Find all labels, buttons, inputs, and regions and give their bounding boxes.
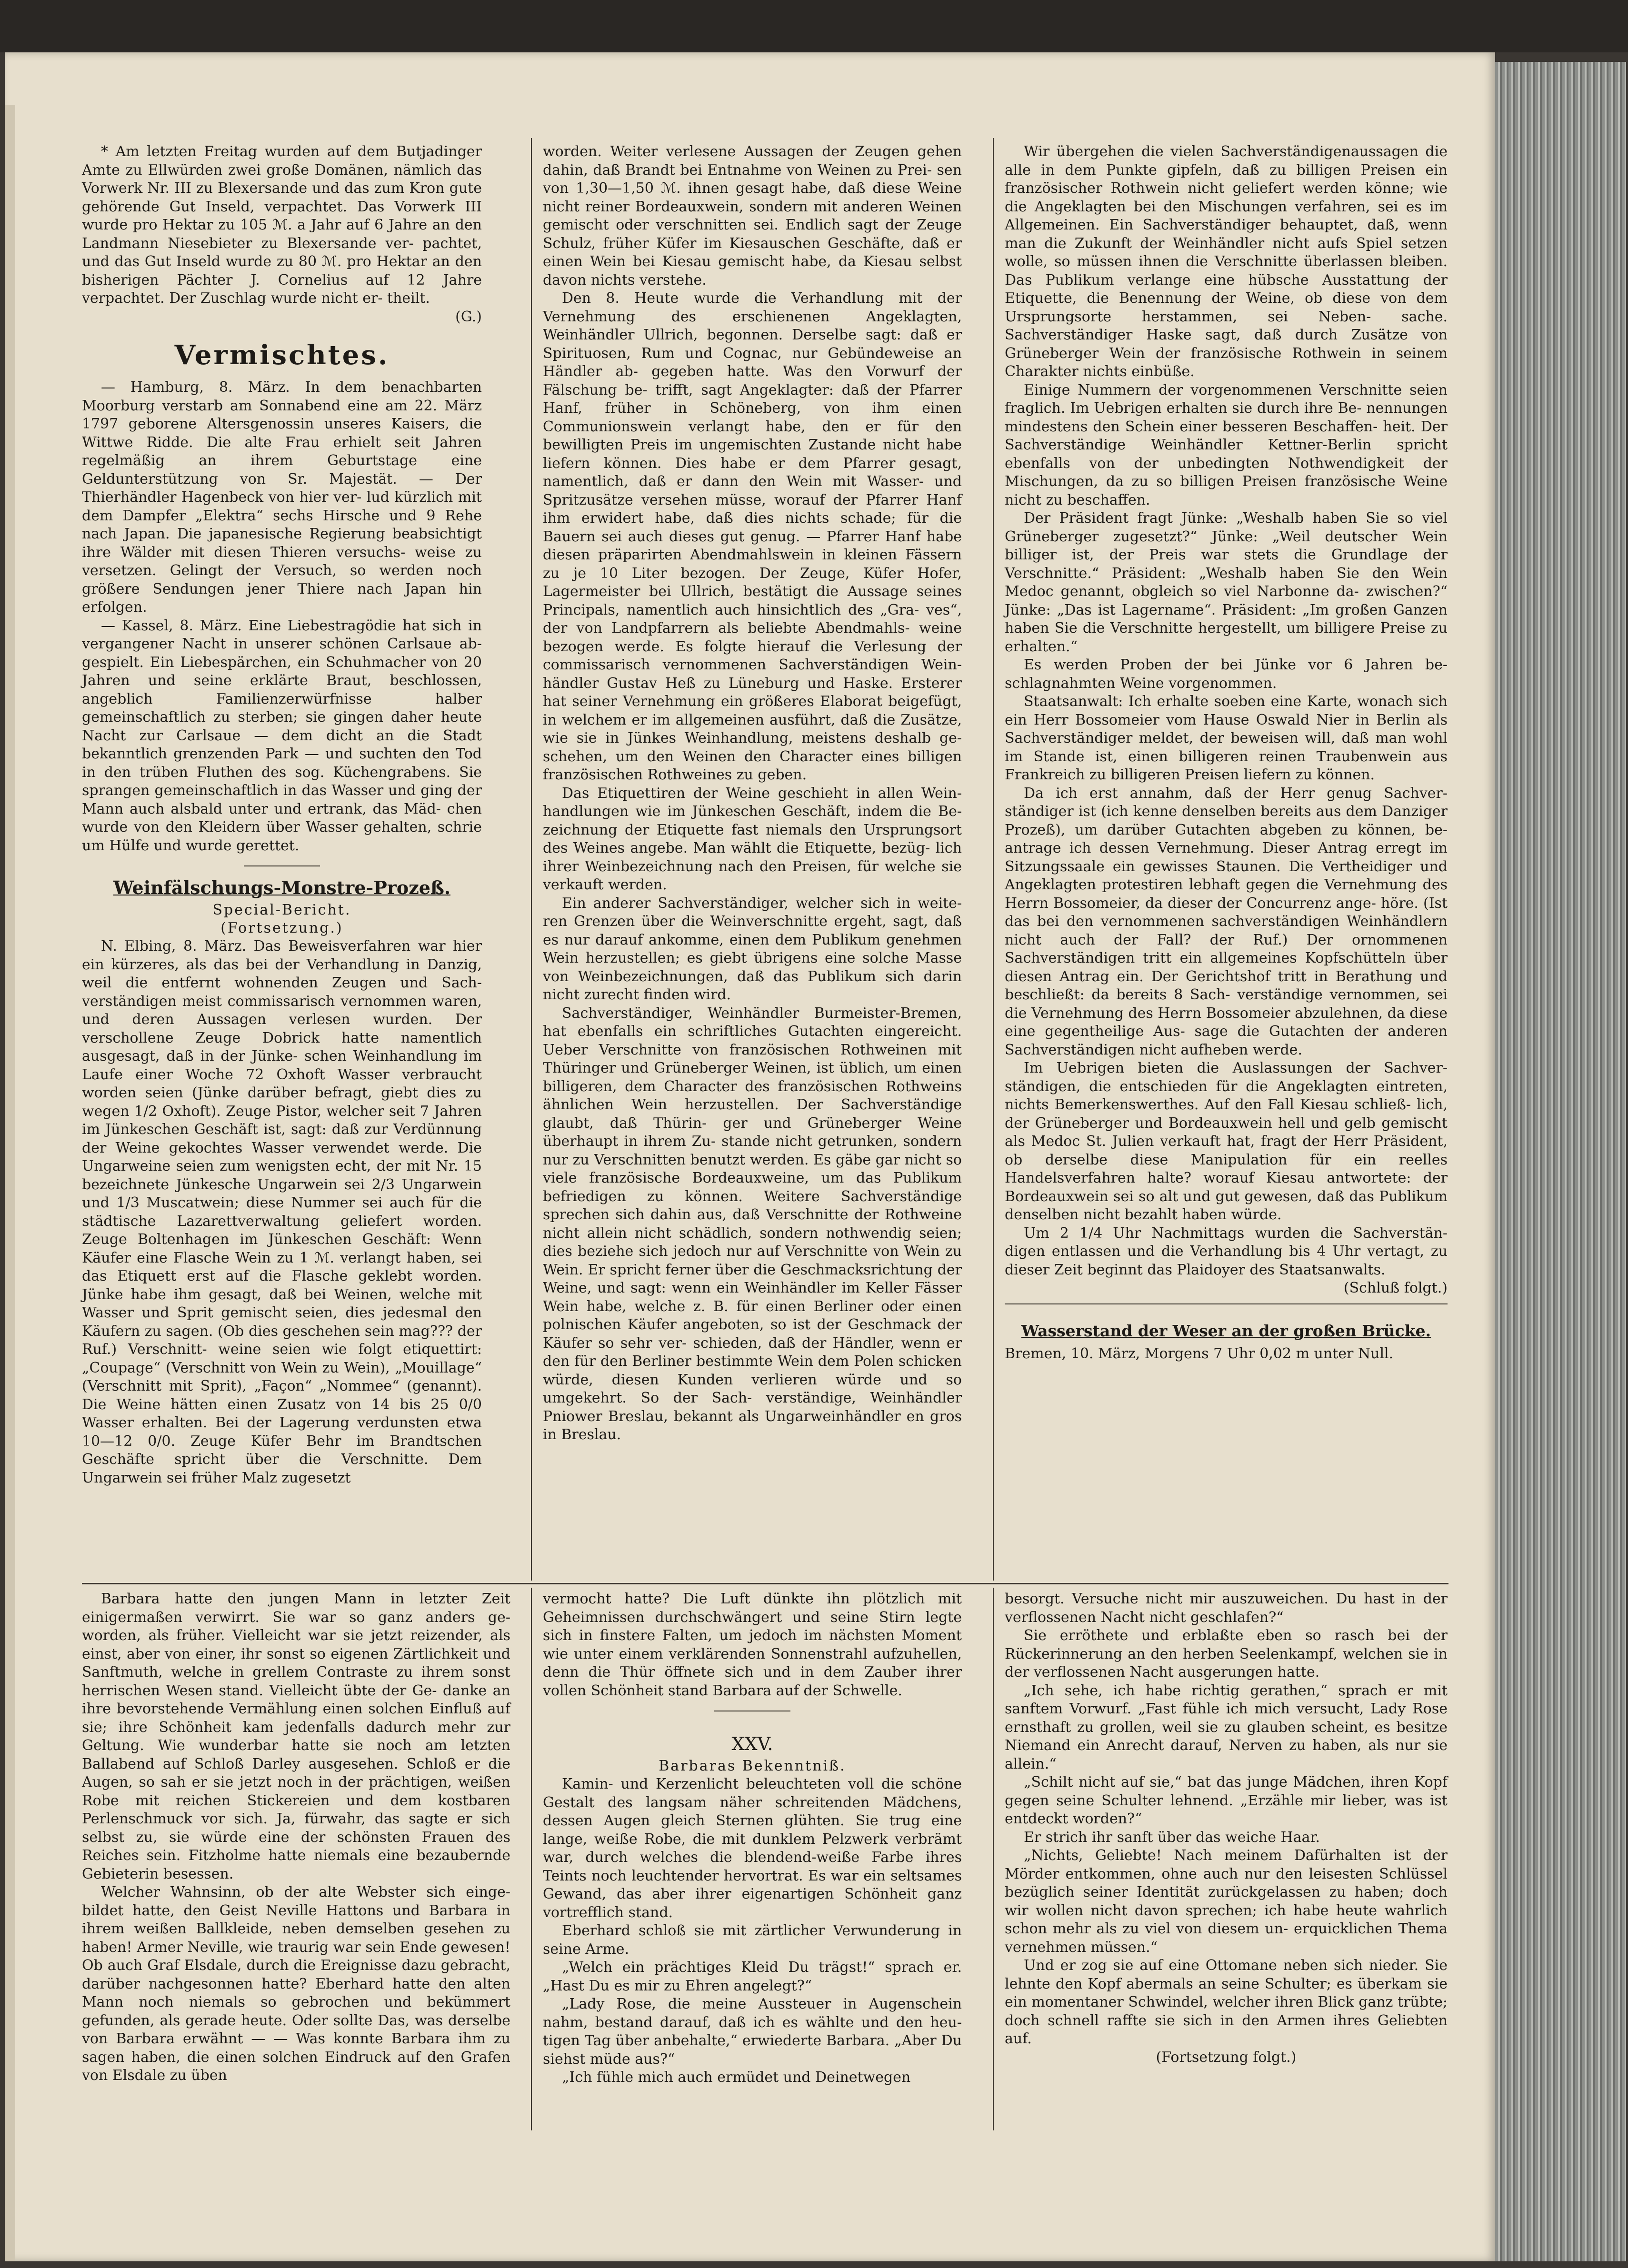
report-subtitle: Special-Bericht. (212, 902, 351, 918)
feuilleton-separator (82, 1583, 1448, 1584)
paragraph: besorgt. Versuche nicht mir auszuweichen. Du hast in der verflossenen Nacht nicht geschlafen?“ (1005, 1591, 1448, 1626)
paragraph: „Ich sehe, ich habe richtig gerathen,“ sprach er mit sanftem Vorwurf. „Fast fühle ich mich versucht, Lady Rose ernsthaft zu grollen, weil sie zu glauben scheint, es besitze Niemand ein Anrecht darauf, Nerven zu haben, als nur sie allein.“ (1005, 1682, 1448, 1772)
column-rule (531, 138, 532, 1581)
paragraph: „Nichts, Geliebte! Nach meinem Dafürhalten ist der Mörder entkommen, ohne auch nur den leisesten Schlüssel bezüglich seiner Identität zurückgelassen zu haben; doch wir wollen nicht davon sprechen; ich habe heute wahrlich schon mehr als zu viel von diesem un- erquicklichen Thema vernehmen müssen.“ (1005, 1847, 1448, 1956)
book-edge-pages (1495, 62, 1626, 2261)
paragraph: Sie erröthete und erblaßte eben so rasch bei der Rückerinnerung an den herben Seelenkampf, welchen sie in der verflossenen Nacht ausgerungen hatte. (1005, 1627, 1448, 1681)
previous-page-edge (5, 105, 15, 2261)
paragraph: Um 2 1/4 Uhr Nachmittags wurden die Sachverstän- digen entlassen und die Verhandlung bis 4 Uhr vertagt, zu dieser Zeit beginnt das Plaidoyer des Staatsanwalts. (1005, 1224, 1448, 1278)
paragraph: Eberhard schloß sie mit zärtlicher Verwunderung in seine Arme. (543, 1922, 962, 1958)
feuilleton-column-2 (543, 1590, 962, 2087)
continuation-note: (Schluß folgt.) (1343, 1280, 1448, 1296)
column-rule (993, 1588, 994, 2130)
column-2 (543, 143, 962, 1444)
paragraph: Und er zog sie auf eine Ottomane neben sich nieder. Sie lehnte den Kopf abermals an seine Schulter; es überkam sie ein momentaner Schwindel, welcher ihren Blick ganz trübte; doch schnell raffte sie sich in den Armen ihres Geliebten auf. (1005, 1957, 1448, 2047)
paragraph: worden. Weiter verlesene Aussagen der Zeugen gehen dahin, daß Brandt bei Entnahme von Weinen zu Prei- sen von 1,30—1,50 ℳ. ihnen gesagt habe, daß diese Weine nicht reiner Bordeauxwein, sondern mit anderen Weinen gemischt oder verschnitten sei. Endlich sagt der Zeuge Schulz, früher Küfer im Kiesauschen Geschäfte, daß er einen Wein bei Kiesau gemischt habe, da Kiesau selbst davon nichts verstehe. (543, 143, 962, 288)
paragraph: Einige Nummern der vorgenommenen Verschnitte seien fraglich. Im Uebrigen erhalten sie durch ihre Be- nennungen mindestens den Schein einer besseren Beschaffen- heit. Der Sachverständige Weinhändler Kettner-Berlin spricht ebenfalls von der unbedingten Nothwendigkeit der Mischungen, da zu so billigen Preisen französische Weine nicht zu beschaffen. (1005, 381, 1448, 508)
column-1 (82, 143, 482, 1487)
column-rule (993, 138, 994, 1581)
feuilleton-column-3 (1005, 1590, 1448, 2067)
article-hamburg: — Hamburg, 8. März. In dem benachbarten Moorburg verstarb am Sonnabend eine am 22. März 1797 geborene Altersgenossin unseres Kaisers, die Wittwe Ridde. Die alte Frau erhielt seit Jahren regelmäßig an ihrem Geburtstage eine Geldunterstützung von Sr. Majestät. — Der Thierhändler Hagenbeck von hier ver- lud kürzlich mit dem Dampfer „Elektra“ sechs Hirsche und 9 Rehe nach Japan. Die japanesische Regierung beabsichtigt ihre Wälder mit diesen Thieren versuchs- weise zu versetzen. Gelingt der Versuch, so werden noch größere Sendungen jener Thiere nach Japan hin erfolgen. (82, 379, 482, 616)
section-heading-vermischtes: Vermischtes. (174, 339, 390, 371)
scan-top-margin (0, 0, 1628, 52)
paragraph: Es werden Proben der bei Jünke vor 6 Jahren be- schlagnahmten Weine vorgenommen. (1005, 657, 1448, 692)
report-continuation: (Fortsetzung.) (220, 920, 343, 936)
paragraph: vermocht hatte? Die Luft dünkte ihn plötzlich mit Geheimnissen durchschwängert und seine Stirn legte sich in finstere Falten, um jedoch im nächsten Moment wie unter einem verklärenden Sonnenstrahl aufzuhellen, denn die Thür öffnete sich und in dem Zauber ihrer vollen Schönheit stand Barbara auf der Schwelle. (543, 1591, 962, 1699)
column-3 (1005, 143, 1448, 1363)
divider (244, 865, 320, 866)
section-heading-weinfaelschung: Weinfälschungs-Monstre-Prozeß. (113, 877, 451, 898)
column-rule (531, 1588, 532, 2130)
paragraph: „Welch ein prächtiges Kleid Du trägst!“ sprach er. „Hast Du es mir zu Ehren angelegt?“ (543, 1959, 962, 1994)
water-level-heading: Wasserstand der Weser an der großen Brücke. (1021, 1321, 1431, 1340)
notice-domains: * Am letzten Freitag wurden auf dem Butjadinger Amte zu Ellwürden zwei große Domänen, nämlich das Vorwerk Nr. III zu Blexersande und das zum Kron gute gehörende Gut Inseld, verpachtet. Das Vorwerk III wurde pro Hektar zu 105 ℳ. a Jahr auf 6 Jahre an den Landmann Niesebieter zu Blexersande ver- pachtet, und das Gut Inseld wurde zu 80 ℳ. pro Hektar an den bisherigen Pächter J. Cornelius auf 12 Jahre verpachtet. Der Zuschlag wurde nicht er- theilt. (82, 143, 482, 307)
article-elbing: N. Elbing, 8. März. Das Beweisverfahren war hier ein kürzeres, als das bei der Verhandlung in Danzig, weil die entfernt wohnenden Zeugen und Sach- verständigen meist commissarisch vernommen waren, und deren Aussagen verlesen wurden. Der verschollene Zeuge Dobrick hatte namentlich ausgesagt, daß in der Jünke- schen Weinhandlung im Laufe einer Woche 72 Oxhoft Wasser verbraucht worden seien (Jünke darüber befragt, giebt dies zu wegen 1/2 Oxhoft). Zeuge Pistor, welcher seit 7 Jahren im Jünkeschen Geschäft ist, sagt: daß zur Verdünnung der Weine gekochtes Wasser verwendet werde. Die Ungarweine seien zum wenigsten echt, der mit Nr. 15 bezeichnete Jünkesche Ungarwein sei 2/3 Ungarwein und 1/3 Muscatwein; diese Nummer sei auch für die städtische Lazarettverwaltung geliefert worden. Zeuge Boltenhagen im Jünkeschen Geschäft: Wenn Käufer eine Flasche Wein zu 1 ℳ. verlangt haben, sei das Etiquett erst auf die Flasche geklebt worden. Jünke habe ihm gesagt, daß bei Weinen, welche mit Wasser und Sprit gemischt seien, dies jedesmal den Käufern zu sagen. (Ob dies geschehen sein mag??? der Ruf.) Verschnitt- weine seien wie folgt etiquettirt: „Coupage“ (Verschnitt von Wein zu Wein), „Mouillage“ (Verschnitt mit Sprit), „Façon“ „Nommee“ (genannt). Die Weine hätten einen Zusatz von 14 bis 25 0/0 Wasser erhalten. Bei der Lagerung verdunsten etwa 10—12 0/0. Zeuge Küfer Behr im Brandtschen Geschäfte spricht über die Verschnitte. Dem Ungarwein sei früher Malz zugesetzt (82, 938, 482, 1486)
article-kassel: — Kassel, 8. März. Eine Liebestragödie hat sich in vergangener Nacht in unserer schönen Carlsaue ab- gespielt. Ein Liebespärchen, ein Schuhmacher von 20 Jahren und seine erklärte Braut, beschlossen, angeblich Familienzerwürfnisse halber gemeinschaftlich zu sterben; sie gingen daher heute Nacht zur Carlsaue — dem dicht an die Stadt bekanntlich grenzenden Park — und suchten den Tod in den trüben Fluthen des sog. Küchengrabens. Sie sprangen gemeinschaftlich in das Wasser und ging der Mann auch alsbald unter und ertrank, das Mäd- chen wurde von den Kleidern über Wasser gehalten, schrie um Hülfe und wurde gerettet. (82, 617, 482, 854)
paragraph: Welcher Wahnsinn, ob der alte Webster sich einge- bildet hatte, den Geist Neville Hattons und Barbara in ihrem weißen Ballkleide, neben demselben gesehen zu haben! Armer Neville, wie traurig war sein Ende gewesen! Ob auch Graf Elsdale, durch die Ereignisse dazu gebracht, darüber nachgesonnen hatte? Eberhard hatte den alten Mann noch niemals so gebrochen und bekümmert gefunden, als gerade heute. Oder sollte Das, was derselbe von Barbara erwähnt — — Was konnte Barbara ihm zu sagen haben, die einen solchen Eindruck auf den Grafen von Elsdale zu üben (82, 1884, 510, 2084)
paragraph: Staatsanwalt: Ich erhalte soeben eine Karte, wonach sich ein Herr Bossomeier vom Hause Oswald Nier in Berlin als Sachverständiger meldet, der beweisen will, daß man wohl im Stande ist, einen billigeren reinen Traubenwein aus Frankreich zu billigeren Preisen liefern zu können. (1005, 693, 1448, 783)
paragraph: Wir übergehen die vielen Sachverständigenaussagen die alle in dem Punkte gipfeln, daß zu billigen Preisen ein französischer Rothwein nicht geliefert werden könne; wie die Angeklagten bei den Mischungen verfahren, sei es im Allgemeinen. Ein Sachverständiger behauptet, daß, wenn man die Zukunft der Weinhändler nicht aufs Spiel setzen wolle, so müssen ihnen die Verschnitte überlassen bleiben. Das Publikum verlange eine hübsche Ausstattung der Etiquette, die Benennung der Weine, ob diese von dem Ursprungsorte herstammen, sei Neben- sache. Sachverständiger Haske sagt, daß durch Zusätze von Grüneberger Wein der französische Rothwein in seinem Charakter nichts einbüße. (1005, 143, 1448, 380)
paragraph: Der Präsident fragt Jünke: „Weshalb haben Sie so viel Grüneberger zugesetzt?“ Jünke: „Weil deutscher Wein billiger ist, der Preis war stets die Grundlage der Verschnitte.“ Präsident: „Weshalb haben Sie den Wein Medoc genannt, obgleich so viel Narbonne da- zwischen?“ Jünke: „Das ist Lagername“. Präsident: „Im großen Ganzen haben Sie die Verschnitte hergestellt, um billigere Preise zu erhalten.“ (1005, 510, 1448, 655)
divider (1005, 1303, 1448, 1304)
paragraph: „Ich fühle mich auch ermüdet und Deinetwegen (562, 2069, 911, 2086)
feuilleton-column-1 (82, 1590, 510, 2085)
water-level-text: Bremen, 10. März, Morgens 7 Uhr 0,02 m unter Null. (1005, 1345, 1394, 1362)
paragraph: Barbara hatte den jungen Mann in letzter Zeit einigermaßen verwirrt. Sie war so ganz anders ge- worden, als früher. Vielleicht war sie jetzt reizender, als einst, aber von einer, ihr sonst so eigenen Zärtlichkeit und Sanftmuth, welche in grellem Contraste zu ihrem sonst herrischen Wesen stand. Vielleicht übte der Ge- danke an ihre bevorstehende Vermählung einen solchen Einfluß auf sie; ihre Schönheit kam jedenfalls dadurch mehr zur Geltung. Wie wunderbar hatte sie noch am letzten Ballabend auf Schloß Darley ausgesehen. Schloß er die Augen, so sah er sie jetzt noch in der prächtigen, weißen Robe mit reichen Stickereien und dem kostbaren Perlenschmuck vor sich. Ja, fürwahr, das sagte er sich selbst zu, sie würde eine der schönsten Frauen des Reiches sein. Fitzholme hatte niemals eine bezaubernde Gebieterin besessen. (82, 1591, 510, 1882)
continuation-note: (Fortsetzung folgt.) (1156, 2049, 1297, 2066)
paragraph: Den 8. Heute wurde die Verhandlung mit der Vernehmung des erschienenen Angeklagten, Weinhändler Ullrich, begonnen. Derselbe sagt: daß er Spirituosen, Rum und Cognac, nur Gebündeweise an Händler ab- gegeben hatte. Was den Vorwurf der Fälschung be- trifft, sagt Angeklagter: daß der Pfarrer Hanf, früher in Schöneberg, von ihm einen Communionswein verlangt habe, den er für den bewilligten Preis im ungemischten Zustande nicht habe liefern können. Dies habe er dem Pfarrer gesagt, namentlich, daß er dann den Wein mit Wasser- und Spritzusätze versehen müsse, worauf der Pfarrer Hanf ihm erwidert habe, daß dies nichts schade; für die Bauern sei auch dieses gut genug. — Pfarrer Hanf habe diesen präparirten Abendmahlswein in kleinen Fässern zu je 10 Liter bezogen. Der Zeuge, Küfer Hofer, Lagermeister bei Ullrich, bestätigt die Aussage seines Principals, namentlich auch hinsichtlich des „Gra- ves“, der von Landpfarrern als beliebte Abendmahls- weine bezogen werde. Es folgte hierauf die Verlesung der commissarisch vernommenen Sachverständigen Wein- händler Gustav Heß zu Lüneburg und Haske. Ersterer hat seiner Vernehmung ein größeres Elaborat beigefügt, in welchem er im allgemeinen ausführt, daß die Zusätze, wie sie in Jünkes Weinhandlung, meistens deshalb ge- schehen, um den Weinen den Character eines billigen französischen Rothweines zu geben. (543, 290, 962, 783)
notice-signature: (G.) (455, 308, 482, 325)
paragraph: Er strich ihr sanft über das weiche Haar. (1024, 1829, 1320, 1846)
paragraph: Ein anderer Sachverständiger, welcher sich in weite- ren Grenzen über die Weinverschnitte ergeht, sagt, daß es nur darauf ankomme, einen dem Publikum genehmen Wein herzustellen; es giebt übrigens eine solche Masse von Weinbezeichnungen, daß das Publikum sich darin nicht zurecht finden wird. (543, 895, 962, 1003)
paragraph: Kamin- und Kerzenlicht beleuchteten voll die schöne Gestalt des langsam näher schreitenden Mädchens, dessen Augen gleich Sternen glühten. Sie trug eine lange, weiße Robe, die mit dunklem Pelzwerk verbrämt war, durch welches die blendend-weiße Farbe ihres Teints noch leuchtender hervortrat. Es war ein seltsames Gewand, das aber ihrer eigenartigen Schönheit ganz vortrefflich stand. (543, 1776, 962, 1921)
paragraph: Das Etiquettiren der Weine geschieht in allen Wein- handlungen wie im Jünkeschen Geschäft, indem die Be- zeichnung der Etiquette fast niemals den Ursprungsort des Weines angebe. Man wählt die Etiquette, bezüg- lich ihrer Weinbezeichnung nach den Preisen, für welche sie verkauft werden. (543, 785, 962, 893)
paragraph: Sachverständiger, Weinhändler Burmeister-Bremen, hat ebenfalls ein schriftliches Gutachten eingereicht. Ueber Verschnitte von französischen Rothweinen mit Thüringer und Grüneberger Weinen, ist üblich, um einen billigeren, dem Character des französischen Rothweins ähnlichen Wein herzustellen. Der Sachverständige glaubt, daß Thürin- ger und Grüneberger Weine überhaupt in ihrem Zu- stande nicht getrunken, sondern nur zu Verschnitten benutzt werden. Es gäbe gar nicht so viele französische Bordeauxweine, um das Publikum befriedigen zu können. Weitere Sachverständige sprechen sich dahin aus, daß Verschnitte der Rothweine nicht allein nicht schädlich, sondern nothwendig seien; dies beziehe sich jedoch nur auf Verschnitte von Wein zu Wein. Er spricht ferner über die Geschmacksrichtung der Weine, und sagt: wenn ein Weinhändler im Keller Fässer Wein habe, welche z. B. für einen Berliner oder einen polnischen Käufer angeboten, so ist der Geschmack der Käufer so sehr ver- schieden, daß der Händler, wenn er den für den Berliner bestimmte Wein dem Polen schicken würde, diesen Kunden verlieren würde und so umgekehrt. So der Sach- verständige, Weinhändler Pniower Breslau, bekannt als Ungarweinhändler en gros in Breslau. (543, 1005, 962, 1443)
paragraph: Im Uebrigen bieten die Auslassungen der Sachver- ständigen, die entschieden für die Angeklagten eintreten, nichts Bemerkenswerthes. Auf den Fall Kiesau schließ- lich, der Grüneberger und Bordeauxwein hell und gelb gemischt als Medoc St. Julien verkauft hat, fragt der Herr Präsident, ob derselbe diese Manipulation für ein reelles Handelsverfahren halte? worauf Kiesau antwortete: der Bordeauxwein sei so alt und gut gewesen, daß das Publikum denselben nicht bezahlt haben würde. (1005, 1060, 1448, 1223)
chapter-title: Barbaras Bekenntniß. (659, 1758, 846, 1774)
paragraph: „Schilt nicht auf sie,“ bat das junge Mädchen, ihren Kopf gegen seine Schulter lehnend. „Erzähle mir lieber, was ist entdeckt worden?“ (1005, 1774, 1448, 1827)
chapter-number: XXV. (731, 1733, 773, 1754)
paragraph: Da ich erst annahm, daß der Herr genug Sachver- ständiger ist (ich kenne denselben bereits aus dem Danziger Prozeß), um darüber Gutachten abgeben zu können, be- antrage ich dessen Vernehmung. Dieser Antrag erregt im Sitzungssaale ein gewisses Staunen. Die Vertheidiger und Angeklagten protestiren lebhaft gegen die Vernehmung des Herrn Bossomeier, da dieser der Concurrenz ange- höre. (Ist das bei den vernommenen sachverständigen Weinhändlern nicht auch der Fall? der Ruf.) Der ornommenen Sachverständigen tritt ein allgemeines Kopfschütteln über diesen Antrag ein. Der Gerichtshof tritt in Berathung und beschließt: da bereits 8 Sach- verständige vernommen, sei die Vernehmung des Herrn Bossomeier abzulehnen, da diese eine gegentheilige Aus- sage die Gutachten der anderen Sachverständigen nicht aufheben werde. (1005, 785, 1448, 1058)
paragraph: „Lady Rose, die meine Aussteuer in Augenschein nahm, bestand darauf, daß ich es wählte und den heu- tigen Tag über anbehalte,“ erwiederte Barbara. „Aber Du siehst müde aus?“ (543, 1996, 962, 2068)
